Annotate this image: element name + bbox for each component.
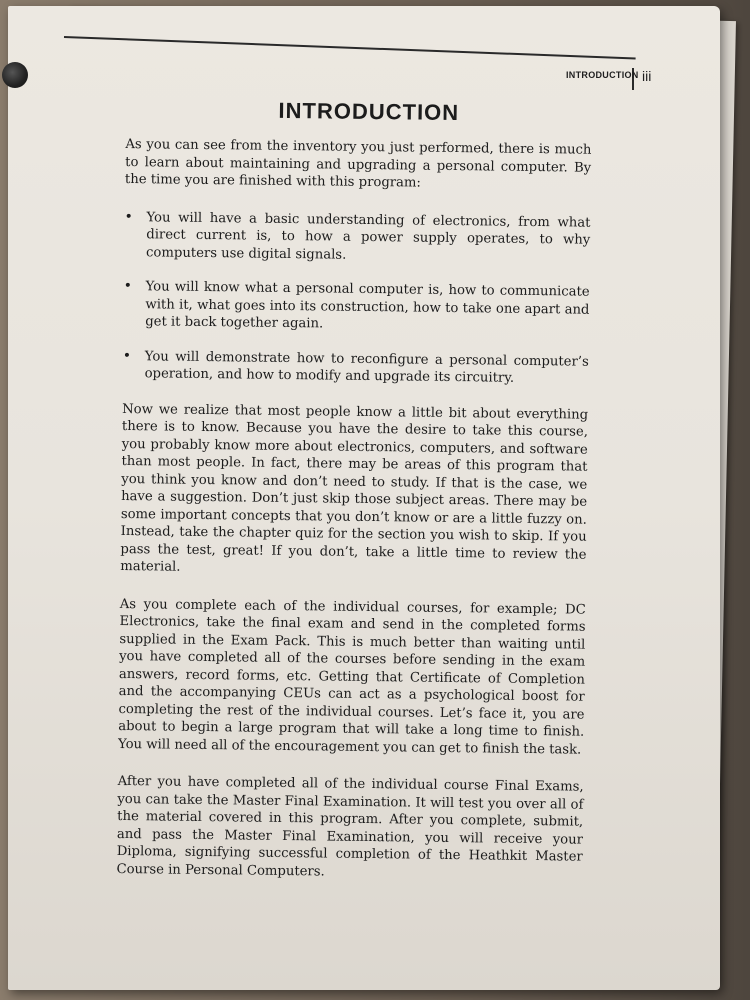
binder-clip	[2, 62, 28, 88]
page-content	[116, 96, 592, 904]
bullet-text: You will demonstrate how to reconfigure a personal computer’s operation, and how to modify and upgrade its circuitry.	[144, 348, 589, 386]
body-paragraph-2: As you complete each of the individual courses, for example; DC Electronics, take the final exam and send in the completed forms supplied in the Exam Pack. This is much better than waiting until you have completed all of the courses before sending in the exam answers, record forms, etc. Getting that Certificate of Completion and the accompanying CEUs can act as a psychological boost for completing the rest of the individual courses. Let’s face it, you are about to begin a large program that will take a long time to finish. You will need all of the encouragement you can get to finish the task.	[117, 596, 586, 758]
body-paragraph-1: Now we realize that most people know a little bit about everything there is to know. Because you have the desire to take this course, you probably know more about electronics, computers, and software than most people. In fact, there may be areas of this program that you think you know and don’t need to study. If that is the case, we have a suggestion. Don’t just skip those subject areas. There may be some important concepts that you don’t know or are a little fuzzy on. Instead, take the chapter quiz for the section you wish to skip. If you pass the test, great! If you don’t, take a little time to review the material.	[120, 401, 589, 575]
list-item	[123, 278, 590, 336]
book-page	[8, 6, 720, 990]
header-rule	[64, 36, 636, 59]
intro-paragraph: As you can see from the inventory you just performed, there is much to learn about maintaining and upgrading a personal computer. By the time you are finished with this program:	[124, 136, 592, 191]
list-item	[122, 347, 588, 388]
page-number: iii	[642, 68, 652, 84]
bullet-icon: •	[123, 277, 133, 295]
body-paragraph-3: After you have completed all of the individual course Final Exams, you can take the Master Final Examination. It will test you over all of the material covered in this program. After you complete, submit, and pass the Master Final Examination, you will receive your Diploma, signifying successful completion of the Heathkit Master Course in Personal Computers.	[116, 773, 584, 879]
running-head: INTRODUCTION	[566, 70, 639, 80]
list-item	[124, 208, 591, 266]
page-title: INTRODUCTION	[278, 97, 460, 126]
bullet-icon: •	[122, 347, 132, 364]
bullet-text: You will know what a personal computer is, how to communicate with it, what goes into its construction, how to take one apart and get it back together again.	[145, 279, 590, 332]
bullet-text: You will have a basic understanding of electronics, from what direct current is, to how a power supply operates, to why computers use digital signals.	[146, 209, 591, 263]
bullet-icon: •	[124, 208, 133, 225]
goals-list	[122, 208, 590, 388]
